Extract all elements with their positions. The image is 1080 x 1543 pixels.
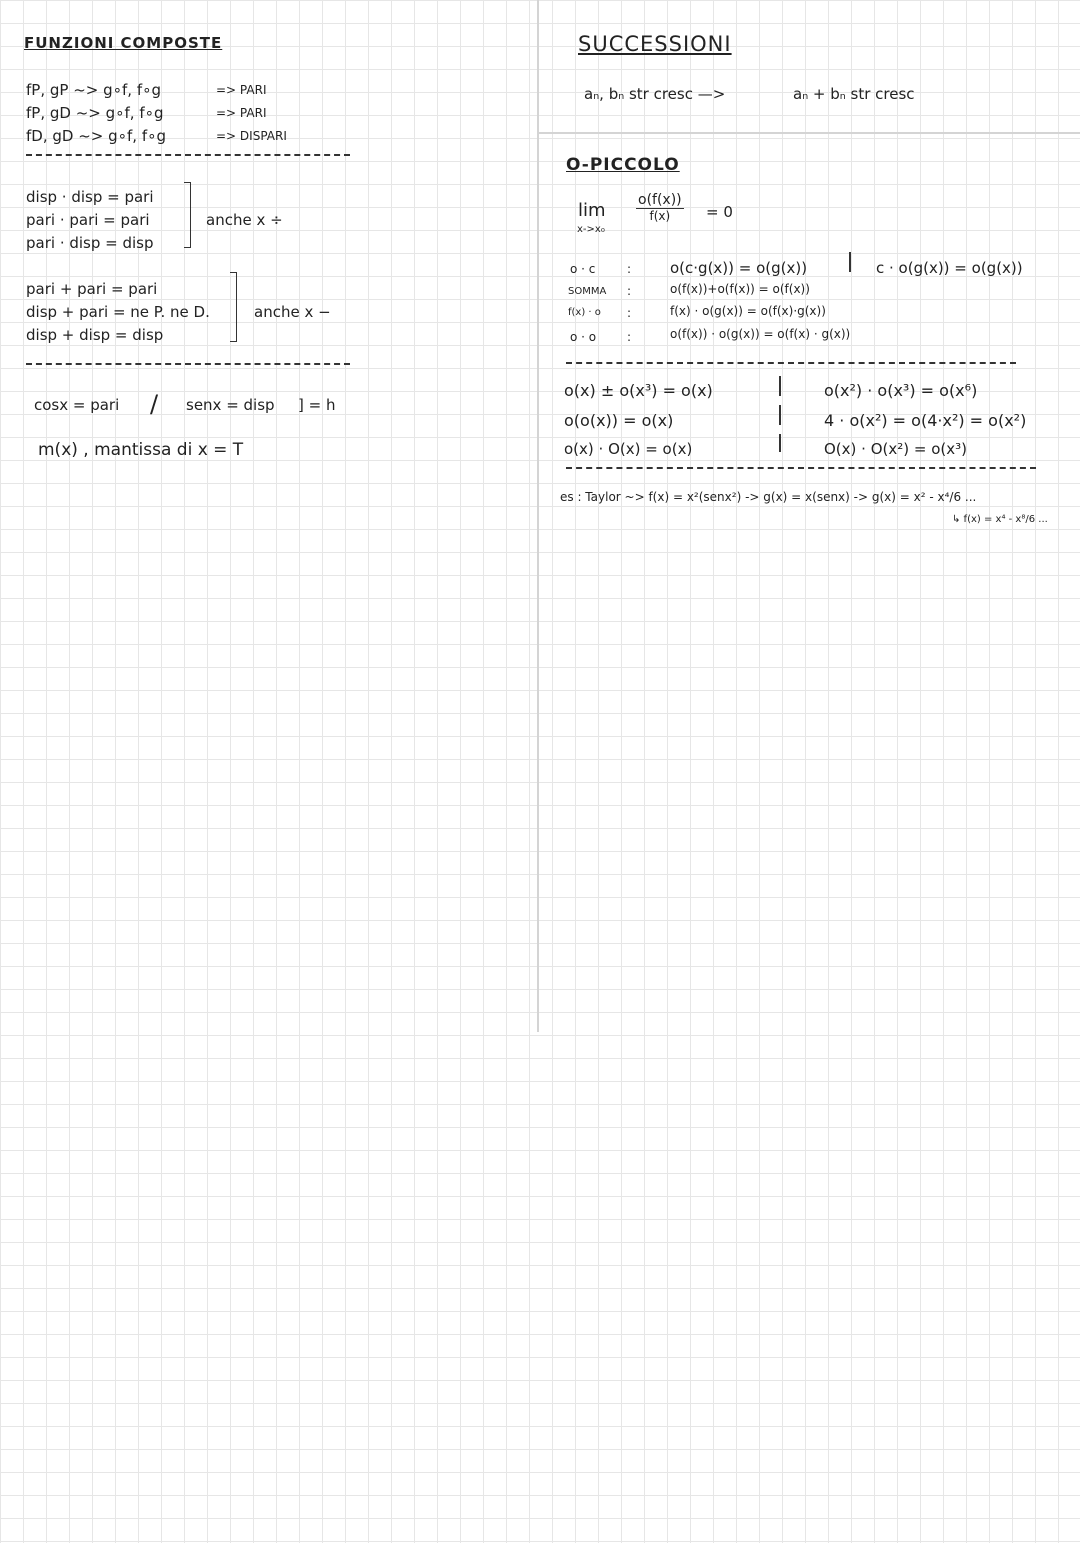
o-piccolo-title: O-PICCOLO [566,155,680,175]
sum-note: anche x − [254,303,331,321]
composition-result-2: => PARI [216,106,267,120]
trig-suffix: ] = h [298,396,336,414]
side-rule: c · o(g(x)) = o(g(x)) [876,259,1023,277]
rule-colon-4: : [627,330,632,344]
slash-separator: / [150,390,159,418]
column-divider [537,0,539,1032]
dashed-separator [566,467,1036,469]
composition-row-2: fP, gD ~> g∘f, f∘g [26,104,164,122]
cos-parity: cosx = pari [34,396,120,414]
product-rule-2: pari · pari = pari [26,211,150,229]
dashed-separator [26,363,350,365]
rule-label-3: f(x) · o [568,307,601,318]
composition-row-3: fD, gD ~> g∘f, f∘g [26,127,167,145]
product-rule-3: pari · disp = disp [26,234,154,252]
rule-expr-3: f(x) · o(g(x)) = o(f(x)·g(x)) [670,304,826,318]
product-note: anche x ÷ [206,211,283,229]
rule-colon-1: : [627,262,632,276]
sen-parity: senx = disp [186,396,275,414]
mantissa-line: m(x) , mantissa di x = T [38,440,244,460]
successioni-title: SUCCESSIONI [578,32,732,56]
dashed-separator [566,362,1016,364]
successioni-rhs: aₙ + bₙ str cresc [793,85,915,103]
limit-denominator: f(x) [649,209,671,223]
examples-separator [779,434,781,452]
example-right-2: 4 · o(x²) = o(4·x²) = o(x²) [824,411,1027,430]
rule-colon-2: : [627,284,632,298]
taylor-example-cont: ↳ f(x) = x⁴ - x⁸/6 ... [952,514,1048,525]
product-bracket [184,182,191,248]
example-right-3: O(x) · O(x²) = o(x³) [824,440,967,458]
rule-label-1: o · c [570,262,596,276]
rule-colon-3: : [627,306,632,320]
successioni-lhs: aₙ, bₙ str cresc —> [584,85,726,103]
example-left-3: o(x) · O(x) = o(x) [564,440,693,458]
rule-expr-4: o(f(x)) · o(g(x)) = o(f(x) · g(x)) [670,327,851,341]
sum-rule-1: pari + pari = pari [26,280,158,298]
taylor-example: es : Taylor ~> f(x) = x²(senx²) -> g(x) = x(senx) -> g(x) = x² - x⁴/6 ... [560,490,977,504]
rule-expr-1: o(c·g(x)) = o(g(x)) [670,259,808,277]
sum-bracket [230,272,237,342]
dashed-separator [26,154,350,156]
rule-label-2: SOMMA [568,286,607,297]
limit-fraction [636,192,684,223]
composition-result-3: => DISPARI [216,129,287,143]
funzioni-composte-title: FUNZIONI COMPOSTE [24,34,223,52]
sum-rule-2: disp + pari = ne P. ne D. [26,303,210,321]
side-rule-separator [849,252,851,272]
limit-sub: x->x₀ [577,224,605,235]
limit-lim: lim [578,200,606,221]
section-divider [537,132,1080,134]
examples-separator [779,405,781,425]
example-left-2: o(o(x)) = o(x) [564,411,674,430]
example-left-1: o(x) ± o(x³) = o(x) [564,381,713,400]
examples-separator [779,376,781,396]
limit-numerator: o(f(x)) [638,192,682,208]
limit-equals: = 0 [706,203,733,221]
example-right-1: o(x²) · o(x³) = o(x⁶) [824,381,978,400]
composition-row-1: fP, gP ~> g∘f, f∘g [26,81,162,99]
composition-result-1: => PARI [216,83,267,97]
product-rule-1: disp · disp = pari [26,188,154,206]
rule-label-4: o · o [570,330,597,344]
rule-expr-2: o(f(x))+o(f(x)) = o(f(x)) [670,282,810,296]
sum-rule-3: disp + disp = disp [26,326,164,344]
